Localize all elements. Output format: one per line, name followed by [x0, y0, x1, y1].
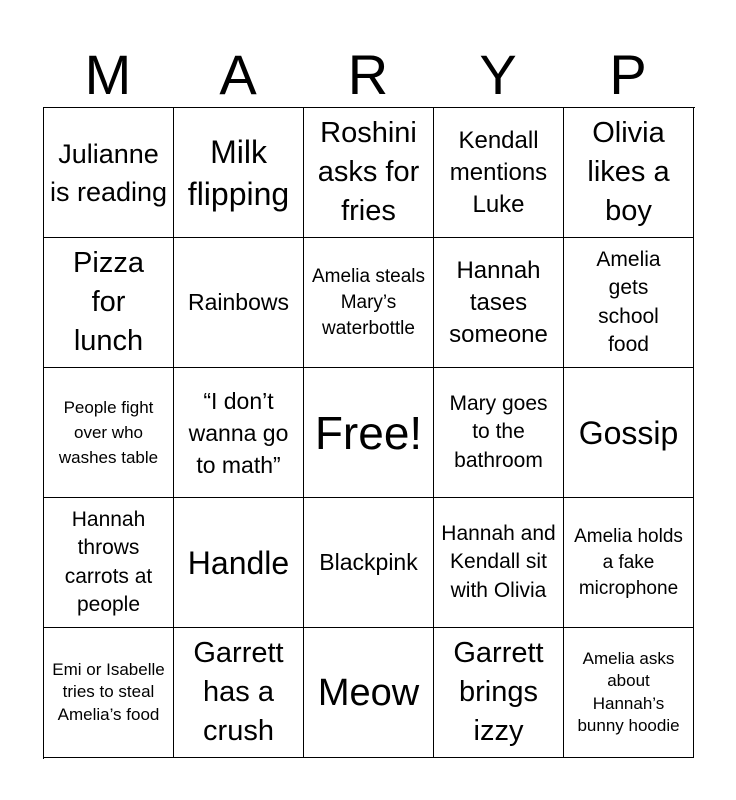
- cell-label: “I don’t wanna go to math”: [188, 387, 289, 478]
- cell-label: Amelia holds a fake microphone: [574, 525, 683, 599]
- bingo-cell[interactable]: [434, 238, 564, 368]
- cell-label: Hannah tases someone: [449, 256, 548, 348]
- bingo-cell[interactable]: [174, 108, 304, 238]
- bingo-cell[interactable]: [564, 238, 694, 368]
- bingo-cell[interactable]: [174, 628, 304, 758]
- bingo-cell[interactable]: [174, 498, 304, 628]
- cell-label: Roshini asks for fries: [317, 117, 420, 227]
- bingo-cell[interactable]: [304, 498, 434, 628]
- cell-label: Hannah and Kendall sit with Olivia: [441, 521, 556, 602]
- cell-label: Free!: [314, 406, 423, 459]
- bingo-cell[interactable]: [44, 628, 174, 758]
- bingo-cell[interactable]: [304, 108, 434, 238]
- bingo-board: [43, 107, 695, 759]
- header-letter-r: R: [347, 43, 389, 106]
- cell-label: Hannah throws carrots at people: [64, 507, 153, 616]
- cell-label: Mary goes to the bathroom: [449, 391, 548, 472]
- cell-label: Olivia likes a boy: [587, 117, 670, 227]
- cell-label: Amelia gets school food: [596, 247, 661, 356]
- cell-label: People fight over who washes table: [58, 398, 159, 467]
- cell-label: Handle: [187, 544, 290, 581]
- bingo-cell[interactable]: [304, 628, 434, 758]
- cell-label: Blackpink: [319, 549, 418, 575]
- cell-label: Meow: [317, 671, 420, 714]
- cell-label: Rainbows: [188, 289, 289, 315]
- bingo-cell[interactable]: [44, 108, 174, 238]
- bingo-cell[interactable]: [174, 368, 304, 498]
- bingo-header: [43, 42, 693, 108]
- cell-label: Julianne is reading: [49, 138, 168, 207]
- cell-label: Garrett has a crush: [193, 637, 284, 747]
- bingo-cell[interactable]: [44, 498, 174, 628]
- header-letter-y: Y: [479, 43, 517, 106]
- cell-label: Pizza for lunch: [73, 247, 144, 357]
- header-letter-a: A: [219, 43, 257, 106]
- bingo-cell[interactable]: [304, 238, 434, 368]
- bingo-cell[interactable]: [44, 368, 174, 498]
- bingo-cell[interactable]: [304, 368, 434, 498]
- cell-label: Kendall mentions Luke: [449, 126, 548, 218]
- bingo-cell[interactable]: [434, 628, 564, 758]
- cell-label: Milk flipping: [187, 133, 290, 212]
- bingo-cell[interactable]: [44, 238, 174, 368]
- bingo-cell[interactable]: [174, 238, 304, 368]
- cell-label: Amelia asks about Hannah’s bunny hoodie: [577, 648, 680, 735]
- header-letter-m: M: [84, 43, 132, 106]
- header-letter-p: P: [609, 43, 647, 106]
- cell-label: Garrett brings izzy: [453, 637, 544, 747]
- bingo-cell[interactable]: [434, 368, 564, 498]
- cell-label: Gossip: [578, 414, 679, 451]
- bingo-cell[interactable]: [564, 108, 694, 238]
- cell-label: Emi or Isabelle tries to steal Amelia’s food: [52, 659, 165, 724]
- bingo-cell[interactable]: [564, 498, 694, 628]
- bingo-cell[interactable]: [434, 108, 564, 238]
- cell-label: Amelia steals Mary’s waterbottle: [312, 265, 425, 339]
- bingo-cell[interactable]: [564, 368, 694, 498]
- bingo-cell[interactable]: [434, 498, 564, 628]
- bingo-cell[interactable]: [564, 628, 694, 758]
